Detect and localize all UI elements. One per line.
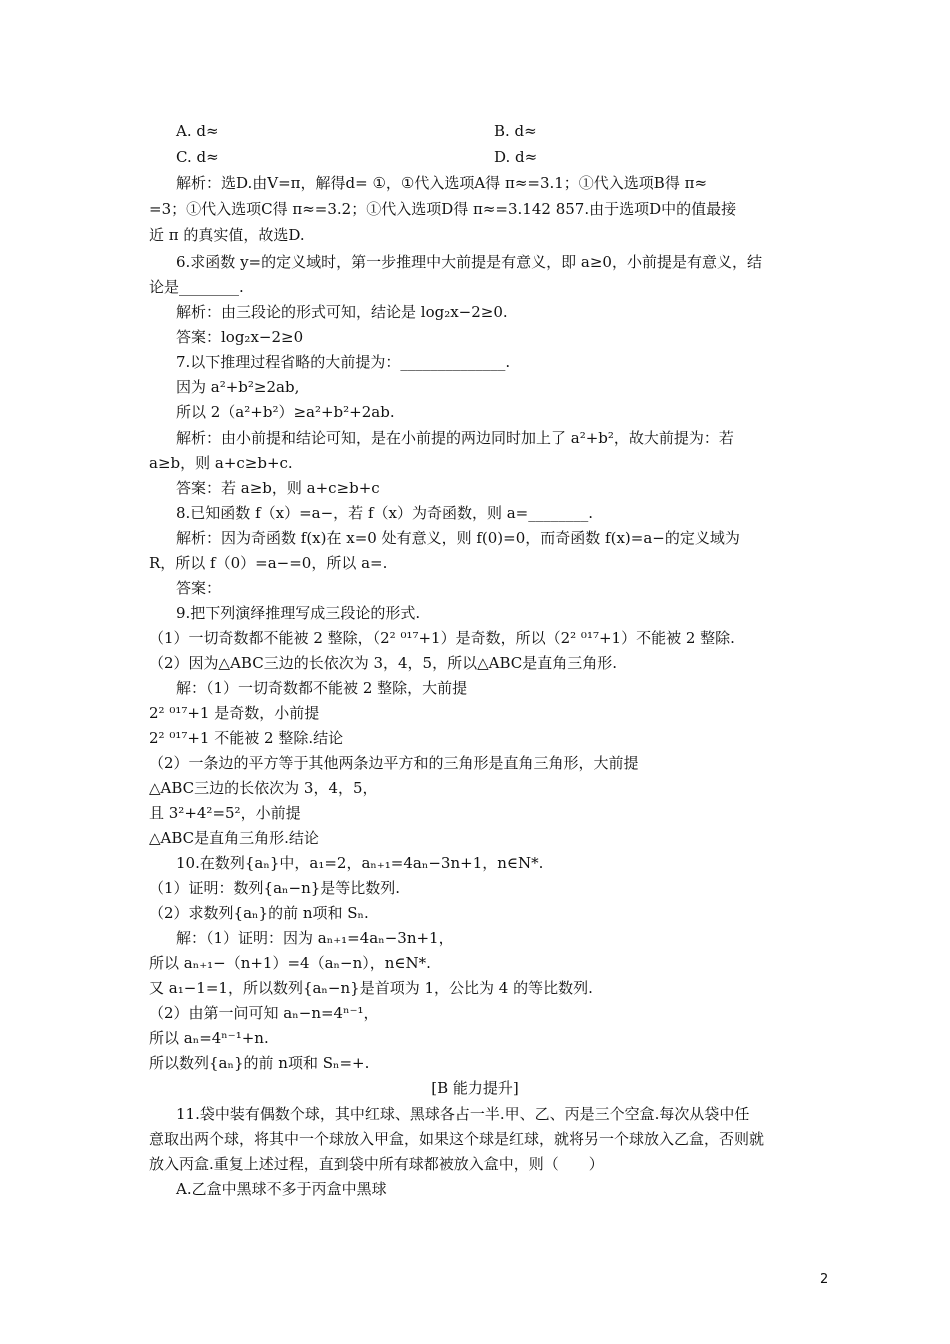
text-line-q6-1: 6.求函数 y=的定义域时，第一步推理中大前提是有意义，即 a≥0，小前提是有意义，结 [176,253,762,271]
text-line-q8-ans: 答案： [176,579,222,597]
text-line-q10-sol-2: 所以 aₙ₊₁−（n+1）=4（aₙ−n），n∈N*. [149,954,431,972]
text-line-q5-d: D. d≈ [494,148,538,166]
text-line-q10-sol-1: 解：（1）证明：因为 aₙ₊₁=4aₙ−3n+1， [176,929,454,947]
text-line-q9-sol-4: （2）一条边的平方等于其他两条边平方和的三角形是直角三角形，大前提 [149,754,639,772]
text-line-q5-sol-1: 解析：选D.由V=π，解得d= ①，①代入选项A得 π≈=3.1；①代入选项B得 π≈ [176,174,708,192]
text-line-q9-sol-7: △ABC是直角三角形.结论 [149,829,319,847]
text-line-q9-sol-2: 2² ⁰¹⁷+1 是奇数，小前提 [149,704,320,722]
text-line-q7-ans: 答案：若 a≥b，则 a+c≥b+c [176,479,380,497]
text-line-q5-c: C. d≈ [176,148,219,166]
text-line-section-b: [B 能力提升] [431,1079,519,1097]
text-line-q11-1: 11.袋中装有偶数个球，其中红球、黑球各占一半.甲、乙、丙是三个空盒.每次从袋中任 [176,1105,750,1123]
text-line-q7-1: 7.以下推理过程省略的大前提为：______________. [176,353,511,371]
text-line-q7-2: 因为 a²+b²≥2ab, [176,378,300,396]
text-line-q9-sol-1: 解：（1）一切奇数都不能被 2 整除，大前提 [176,679,468,697]
text-line-q7-3: 所以 2（a²+b²）≥a²+b²+2ab. [176,403,395,421]
text-line-q10-sol-4: （2）由第一问可知 aₙ−n=4ⁿ⁻¹， [149,1004,379,1022]
text-line-q10-sol-6: 所以数列{aₙ}的前 n项和 Sₙ=+. [149,1054,370,1072]
text-line-q11-a: A.乙盒中黑球不多于丙盒中黑球 [176,1180,387,1198]
text-line-q5-b: B. d≈ [494,122,537,140]
text-line-q9-3: （2）因为△ABC三边的长依次为 3，4，5，所以△ABC是直角三角形. [149,654,618,672]
text-line-q7-sol-2: a≥b，则 a+c≥b+c. [149,454,293,472]
text-line-q9-2: （1）一切奇数都不能被 2 整除，（2² ⁰¹⁷+1）是奇数，所以（2² ⁰¹⁷+1）不能被 2 整除. [149,629,735,647]
text-line-q10-2: （1）证明：数列{aₙ−n}是等比数列. [149,879,401,897]
text-line-q10-3: （2）求数列{aₙ}的前 n项和 Sₙ. [149,904,369,922]
text-line-q5-a: A. d≈ [176,122,219,140]
text-line-q10-sol-5: 所以 aₙ=4ⁿ⁻¹+n. [149,1029,269,1047]
text-line-q9-1: 9.把下列演绎推理写成三段论的形式. [176,604,421,622]
text-line-q6-2: 论是________. [149,278,244,296]
text-line-q9-sol-3: 2² ⁰¹⁷+1 不能被 2 整除.结论 [149,729,344,747]
text-line-q8-sol-1: 解析：因为奇函数 f(x)在 x=0 处有意义，则 f(0)=0，而奇函数 f(x)=a−的定义域为 [176,529,740,547]
text-line-q6-sol: 解析：由三段论的形式可知，结论是 log₂x−2≥0. [176,303,508,321]
text-line-q9-sol-6: 且 3²+4²=5²，小前提 [149,804,301,822]
text-line-q5-sol-3: 近 π 的真实值，故选D. [149,226,305,244]
page-number: 2 [820,1272,829,1287]
text-line-q10-1: 10.在数列{aₙ}中，a₁=2，aₙ₊₁=4aₙ−3n+1，n∈N*. [176,854,544,872]
text-line-q6-ans: 答案：log₂x−2≥0 [176,328,304,346]
text-line-q10-sol-3: 又 a₁−1=1，所以数列{aₙ−n}是首项为 1，公比为 4 的等比数列. [149,979,593,997]
text-line-q7-sol-1: 解析：由小前提和结论可知，是在小前提的两边同时加上了 a²+b²，故大前提为：若 [176,429,734,447]
text-line-q5-sol-2: =3；①代入选项C得 π≈=3.2；①代入选项D得 π≈=3.142 857.由于选项D中的值最接 [149,200,737,218]
text-line-q9-sol-5: △ABC三边的长依次为 3，4，5， [149,779,378,797]
text-line-q8-1: 8.已知函数 f（x）=a−，若 f（x）为奇函数，则 a=________. [176,504,593,522]
text-line-q8-sol-2: R，所以 f（0）=a−=0，所以 a=. [149,554,388,572]
text-line-q11-3: 放入丙盒.重复上述过程，直到袋中所有球都被放入盒中，则（ ） [149,1155,604,1173]
text-line-q11-2: 意取出两个球，将其中一个球放入甲盒，如果这个球是红球，就将另一个球放入乙盒，否则就 [149,1130,765,1148]
